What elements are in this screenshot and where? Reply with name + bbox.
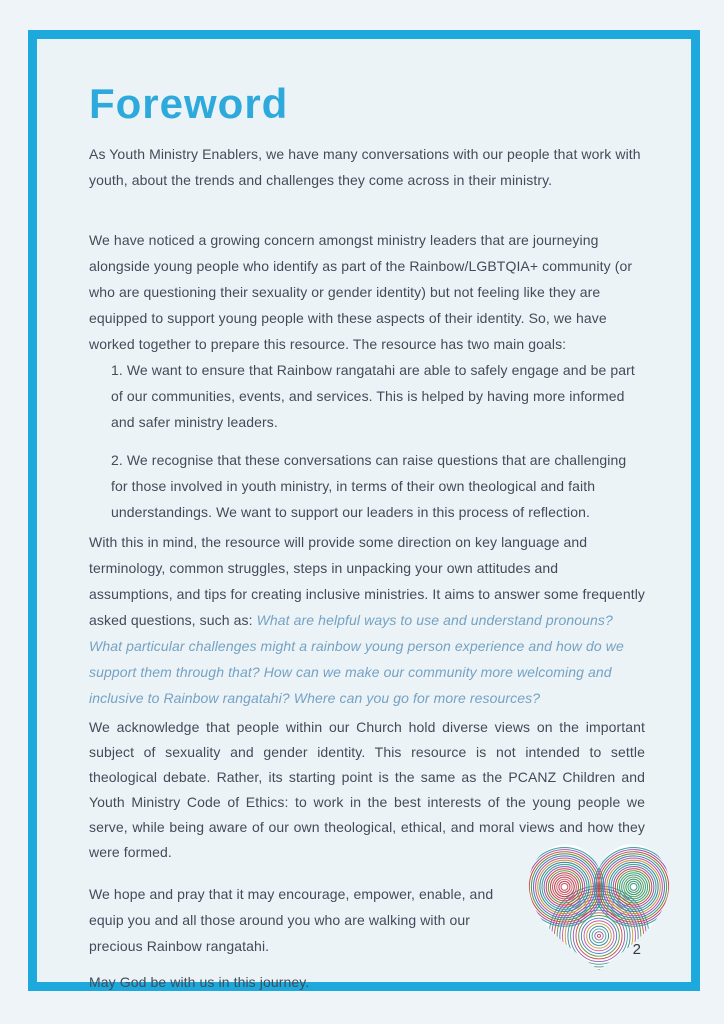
direction-paragraph — [89, 529, 645, 711]
faq-questions-text: What are helpful ways to use and understand pronouns? What particular challenges might a rainbow young person experience and how do we support them through that? How can we make our community more welcoming and inclusive to Rainbow rangatahi? Where can you go for more resources? — [89, 612, 624, 706]
goal-item-1: 1. We want to ensure that Rainbow rangatahi are able to safely engage and be part of our communities, events, and services. This is helped by having more informed and safer ministry leaders. — [111, 362, 635, 430]
fingerprint-heart-image — [519, 836, 679, 980]
direction-intro-text: With this in mind, the resource will provide some direction on key language and terminology, common struggles, steps in unpacking your own attitudes and assumptions, and tips for creating inclusive ministries. It aims to answer some frequently asked questions, such as: — [89, 534, 646, 628]
hope-paragraph: We hope and pray that it may encourage, empower, enable, and equip you and all those around you who are walking with our precious Rainbow rangatahi. — [89, 886, 494, 954]
page-title: Foreword — [89, 80, 289, 127]
acknowledge-paragraph: We acknowledge that people within our Church hold diverse views on the important subject of sexuality and gender identity. This resource is not intended to settle theological debate. Rather, its starting point is the same as the PCANZ Children and Youth Ministry Code of Ethics: to work in the best interests of the young people we serve, while being aware of our own theological, ethical, and moral views and how they were formed. — [89, 719, 645, 860]
page-number: 2 — [632, 941, 641, 958]
closing-paragraph: May God be with us in this journey. — [89, 974, 310, 990]
intro-paragraph: As Youth Ministry Enablers, we have many conversations with our people that work with youth, about the trends and challenges they come across in their ministry. — [89, 146, 641, 188]
page-border-frame — [28, 30, 700, 991]
goal-item-2: 2. We recognise that these conversations can raise questions that are challenging for those involved in youth ministry, in terms of their own theological and faith understandings. We want to support our leaders in this process of reflection. — [111, 452, 627, 520]
concern-paragraph: We have noticed a growing concern amongst ministry leaders that are journeying alongside young people who identify as part of the Rainbow/LGBTQIA+ community (or who are questioning their sexuality or gender identity) but not feeling like they are equipped to support young people with these aspects of their identity. So, we have worked together to prepare this resource. The resource has two main goals: — [89, 232, 633, 352]
